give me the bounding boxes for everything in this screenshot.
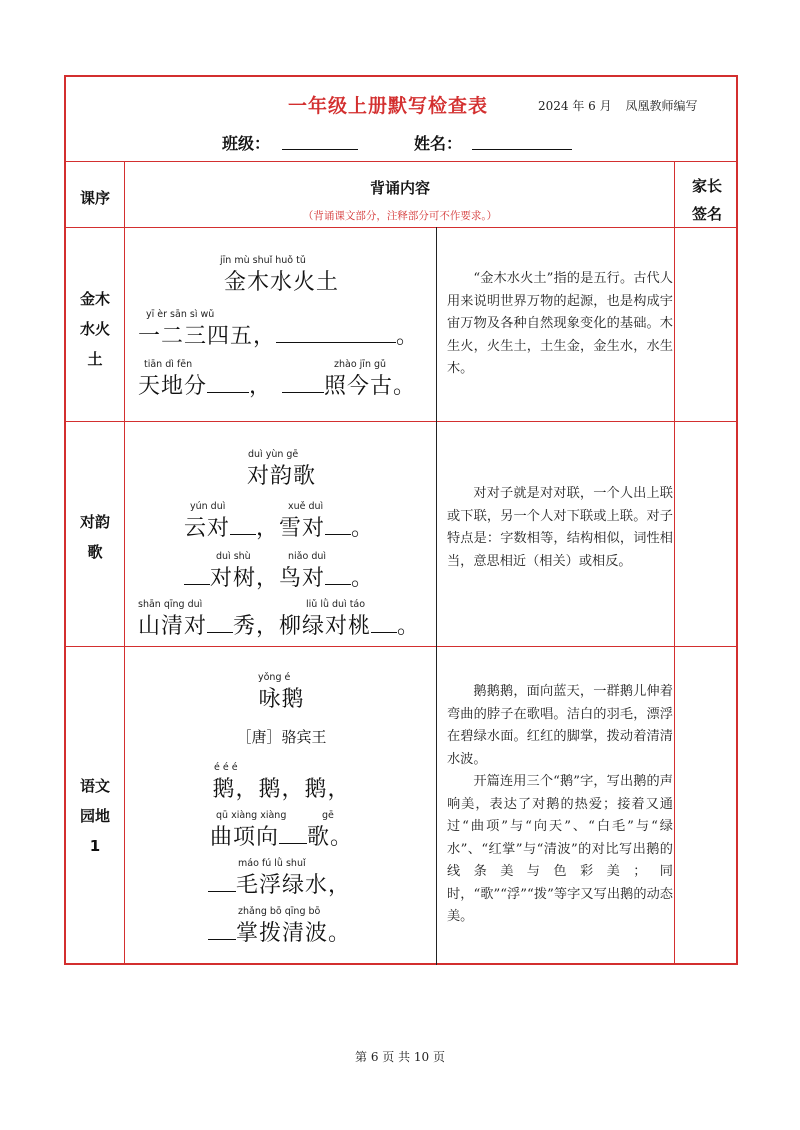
answer-blank[interactable] bbox=[371, 631, 397, 633]
header-content-note: （背诵课文部分，注释部分可不作要求。） bbox=[302, 210, 498, 222]
poem-line: 歌。 bbox=[307, 825, 354, 850]
date-text: 2024 年 6 月 bbox=[538, 99, 612, 113]
pinyin: tiān dì fēn bbox=[144, 359, 193, 370]
poem-title: 咏鹅 bbox=[258, 687, 305, 712]
poem-2 bbox=[126, 421, 437, 646]
name-label: 姓名： bbox=[414, 134, 463, 153]
poem-line: 云对 bbox=[184, 516, 231, 541]
lesson-label-2 bbox=[66, 507, 124, 567]
poem-punct: 。 bbox=[351, 566, 375, 591]
poem-line: 鹅，鹅，鹅， bbox=[212, 777, 351, 802]
header-sign-2: 签名 bbox=[691, 205, 722, 223]
answer-blank[interactable] bbox=[282, 391, 324, 393]
answer-blank[interactable] bbox=[325, 583, 351, 585]
lesson-label-3 bbox=[66, 771, 124, 861]
page-title: 一年级上册默写检查表 bbox=[288, 95, 489, 117]
pinyin: duì yùn gē bbox=[248, 449, 299, 460]
poem-line: 山清对 bbox=[138, 614, 208, 639]
poem-line: 对树， bbox=[210, 566, 280, 591]
lesson-line: 土 bbox=[87, 350, 103, 368]
name-field[interactable] bbox=[472, 149, 572, 150]
poem-punct: 。 bbox=[397, 614, 421, 639]
poem-author: ［唐］骆宾王 bbox=[236, 728, 327, 746]
lesson-line: 语文 bbox=[79, 777, 110, 795]
lesson-line: 水火 bbox=[79, 320, 110, 338]
explanation-text: 鹅鹅鹅，面向蓝天，一群鹅儿伸着弯曲的脖子在歌唱。洁白的羽毛，漂浮在碧绿水面。红红的脚掌，拨动着清清水波。 bbox=[447, 684, 673, 767]
poem-line: 鸟对 bbox=[279, 566, 326, 591]
answer-blank[interactable] bbox=[207, 631, 233, 633]
header-lesson: 课序 bbox=[79, 189, 110, 207]
explanation-2 bbox=[447, 483, 673, 573]
pinyin: liǔ lǜ duì táo bbox=[306, 599, 366, 610]
page-footer: 第 6 页 共 10 页 bbox=[355, 1050, 445, 1064]
poem-punct: 。 bbox=[396, 324, 420, 349]
explanation-text: 开篇连用三个“鹅”字，写出鹅的声响美，表达了对鹅的热爱；接着又通过“曲项”与“向天”、“白毛”与“绿水”、“红掌”与“清波”的对比写出鹅的线条美与色彩美；同时，“歌”“浮”“拨”等字又写出鹅的动态美。 bbox=[447, 774, 673, 924]
poem-line: 一二三四五， bbox=[138, 324, 277, 349]
explanation-text: 对对子就是对对联，一个人出上联或下联，另一个人对下联或上联。对子特点是：字数相等，结构相似，词性相当，意思相近（相关）或相反。 bbox=[447, 486, 673, 569]
poem-line: 秀，柳绿对桃 bbox=[233, 614, 372, 639]
pinyin: gē bbox=[322, 810, 334, 821]
header-content: 背诵内容 bbox=[369, 179, 430, 197]
pinyin: é é é bbox=[214, 762, 238, 773]
pinyin: shān qīng duì bbox=[138, 599, 203, 610]
class-label: 班级： bbox=[222, 134, 271, 153]
lesson-line: 金木 bbox=[79, 290, 110, 308]
poem-line: 掌拨清波。 bbox=[236, 921, 352, 946]
explanation-3 bbox=[447, 681, 673, 929]
grid-line bbox=[124, 161, 125, 965]
answer-blank[interactable] bbox=[230, 533, 256, 535]
poem-line: 照今古。 bbox=[324, 374, 417, 399]
answer-blank[interactable] bbox=[184, 583, 210, 585]
checklist-sheet bbox=[64, 75, 738, 965]
grid-line bbox=[66, 161, 736, 162]
answer-blank[interactable] bbox=[279, 842, 307, 844]
pinyin: yī èr sān sì wǔ bbox=[146, 309, 215, 320]
pinyin: qū xiàng xiàng bbox=[216, 810, 287, 821]
header-sign-1: 家长 bbox=[691, 177, 722, 195]
answer-blank[interactable] bbox=[325, 533, 351, 535]
pinyin: jīn mù shuǐ huǒ tǔ bbox=[220, 255, 306, 266]
poem-3 bbox=[126, 646, 437, 966]
lesson-line: 1 bbox=[89, 837, 101, 855]
pinyin: zhǎng bō qīng bō bbox=[238, 906, 321, 917]
pinyin: niǎo duì bbox=[288, 551, 327, 562]
lesson-label-1 bbox=[66, 284, 124, 374]
title-meta bbox=[538, 97, 707, 114]
answer-blank[interactable] bbox=[276, 341, 396, 343]
lesson-line: 歌 bbox=[87, 543, 103, 561]
lesson-line: 园地 bbox=[79, 807, 110, 825]
pinyin: yǒng é bbox=[258, 672, 291, 683]
answer-blank[interactable] bbox=[208, 890, 236, 892]
poem-1 bbox=[126, 227, 437, 421]
poem-line: 雪对 bbox=[279, 516, 326, 541]
class-field[interactable] bbox=[282, 149, 358, 150]
pinyin: yún duì bbox=[190, 501, 226, 512]
poem-punct: 。 bbox=[351, 516, 375, 541]
pinyin: xuě duì bbox=[288, 501, 324, 512]
poem-line: 天地分 bbox=[138, 374, 208, 399]
pinyin: máo fú lǜ shuǐ bbox=[238, 858, 306, 869]
author-text: 凤凰教师编写 bbox=[625, 99, 698, 113]
explanation-1 bbox=[447, 268, 673, 381]
answer-blank[interactable] bbox=[208, 938, 236, 940]
lesson-line: 对韵 bbox=[79, 513, 110, 531]
poem-line: 毛浮绿水， bbox=[236, 873, 352, 898]
explanation-text: “金木水火土”指的是五行。古代人用来说明世界万物的起源，也是构成宇宙万物及各种自然现象变化的基础。木生火，火生土，土生金，金生水，水生木。 bbox=[447, 271, 673, 376]
poem-line: 曲项向 bbox=[210, 825, 280, 850]
pinyin: duì shù bbox=[216, 551, 251, 562]
grid-line bbox=[674, 161, 675, 965]
answer-blank[interactable] bbox=[207, 391, 249, 393]
pinyin: zhào jīn gǔ bbox=[334, 359, 387, 370]
poem-punct: ， bbox=[256, 516, 280, 541]
poem-title: 金木水火土 bbox=[223, 270, 339, 295]
poem-punct: ， bbox=[249, 374, 273, 399]
poem-title: 对韵歌 bbox=[246, 464, 316, 489]
